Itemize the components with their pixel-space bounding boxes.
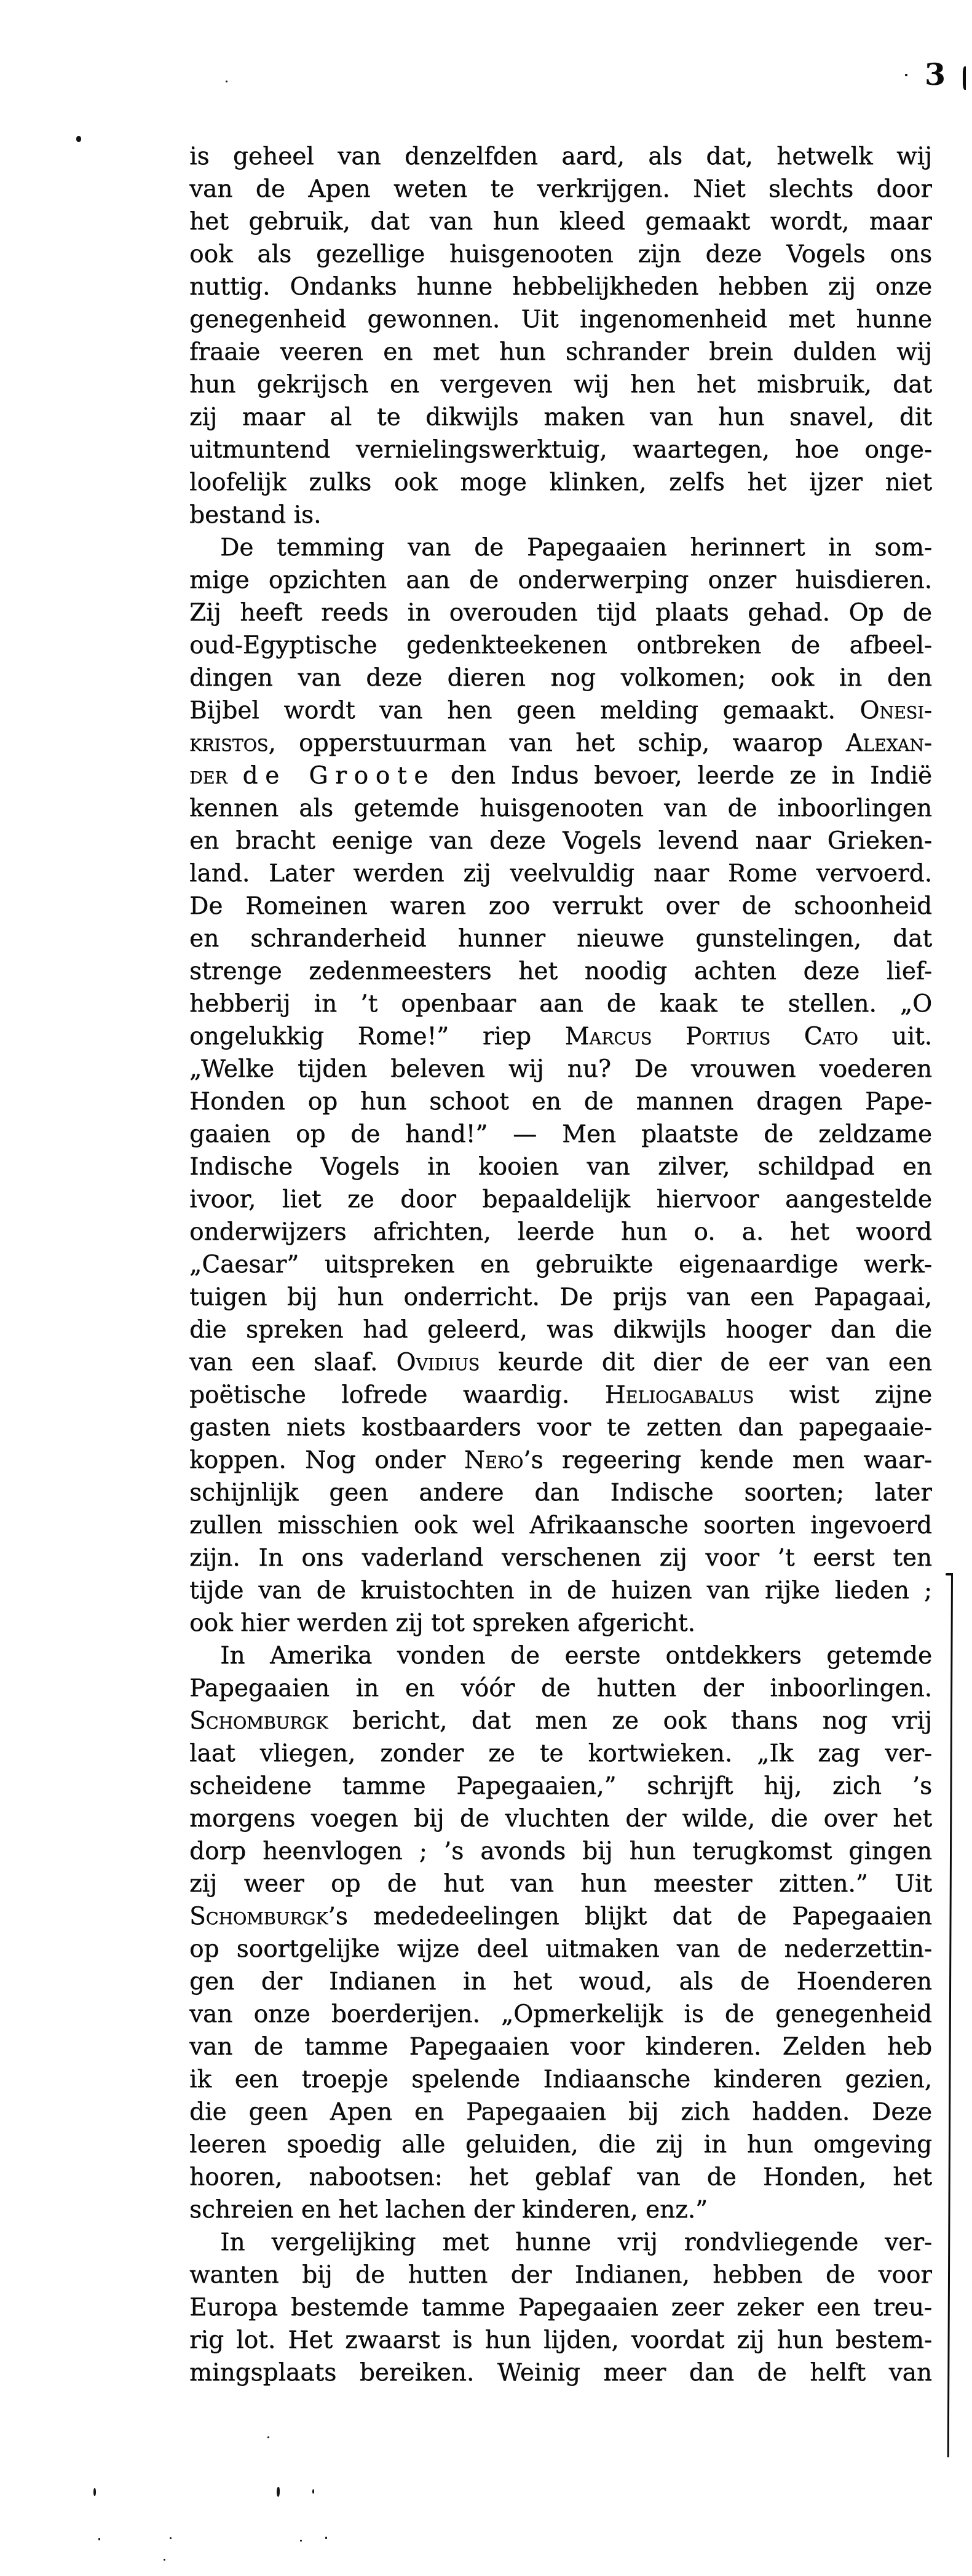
text-line — [189, 1965, 932, 1998]
text-line — [189, 401, 932, 434]
text-run: ook als gezellige huisgenooten zijn deze Vogels ons — [189, 240, 932, 268]
text-run: uit. — [858, 1023, 932, 1050]
text-run: tijde van de kruistochten in de huizen van rijke lieden ; — [189, 1577, 932, 1604]
text-line — [189, 1248, 932, 1281]
text-run: en bracht eenige van deze Vogels levend naar Grieken- — [189, 827, 932, 855]
text-run: hooren, nabootsen: het geblaf van de Honden, het — [189, 2163, 932, 2191]
text-run: zij weer op de hut van hun meester zitten.” Uit — [189, 1870, 932, 1898]
text-line — [189, 303, 932, 336]
text-run: leeren spoedig alle geluiden, die zij in hun omgeving — [189, 2131, 932, 2158]
scan-margin-line — [947, 1573, 953, 2457]
text-run: Indische Vogels in kooien van zilver, schildpad en — [189, 1153, 932, 1181]
ink-speck — [226, 81, 227, 82]
text-line — [189, 922, 932, 955]
text-run: op soortgelijke wijze deel uitmaken van de nederzettin- — [189, 1935, 932, 1963]
text-line — [189, 564, 932, 596]
text-run: Bijbel wordt van hen geen melding gemaakt. — [189, 697, 860, 724]
text-run: Europa bestemde tamme Papegaaien zeer zeker een treu- — [189, 2294, 932, 2321]
text-run: dingen van deze dieren nog volkomen; ook in den — [189, 664, 932, 692]
text-line — [189, 629, 932, 662]
text-line — [189, 825, 932, 857]
text-line — [189, 2161, 932, 2194]
text-line — [189, 238, 932, 271]
small-caps-name: Schomburgk — [189, 1707, 328, 1735]
text-run: , opperstuurman van het schip, waarop — [268, 729, 846, 757]
text-line — [189, 1476, 932, 1509]
text-line — [189, 271, 932, 303]
ink-speck — [905, 74, 907, 76]
small-caps-name: Nero — [464, 1446, 524, 1474]
ink-speck — [98, 2538, 100, 2540]
text-run: bericht, dat men ze ook thans nog vrij — [328, 1707, 932, 1735]
text-run: land. Later werden zij veelvuldig naar Rome vervoerd. — [189, 860, 932, 887]
text-run: die geen Apen en Papegaaien bij zich hadden. Deze — [189, 2098, 932, 2126]
text-run: uitmuntend vernielingswerktuig, waartegen, hoe onge- — [189, 436, 932, 464]
text-run: mingsplaats bereiken. Weinig meer dan de helft van — [189, 2359, 932, 2387]
text-run: ook hier werden zij tot spreken afgericht. — [189, 1609, 695, 1637]
text-line — [189, 1737, 932, 1770]
text-line — [189, 792, 932, 825]
small-caps-name: Ovidius — [396, 1349, 480, 1376]
ink-speck — [325, 2537, 327, 2539]
text-line — [189, 1053, 932, 1085]
text-line — [189, 1672, 932, 1705]
text-run: ongelukkig Rome!” riep — [189, 1023, 565, 1050]
text-run: zullen misschien ook wel Afrikaansche soorten ingevoerd — [189, 1512, 932, 1539]
text-run: den Indus bevoer, leerde ze in Indië — [435, 762, 932, 790]
text-run: Zij heeft reeds in overouden tijd plaats gehad. Op de — [189, 599, 932, 627]
text-line — [189, 1770, 932, 1802]
text-run: hun gekrijsch en vergeven wij hen het misbruik, dat — [189, 371, 932, 398]
text-run: mige opzichten aan de onderwerping onzer huisdieren. — [189, 566, 932, 594]
text-run: van een slaaf. — [189, 1349, 397, 1376]
text-line — [189, 759, 932, 792]
ink-speck — [170, 2537, 172, 2539]
text-line — [189, 2259, 932, 2291]
text-line — [189, 1183, 932, 1216]
text-run: ’s mededeelingen blijkt dat de Papegaaien — [328, 1903, 932, 1930]
ink-speck — [93, 2488, 96, 2496]
page-number: 3 — [925, 57, 946, 92]
text-run: tuigen bij hun onderricht. De prijs van een Papagaai, — [189, 1283, 932, 1311]
text-run: scheidene tamme Papegaaien,” schrijft hij, zich ’s — [189, 1772, 932, 1800]
text-line — [189, 596, 932, 629]
text-run: wist zijne — [754, 1381, 932, 1409]
text-run: is geheel van denzelfden aard, als dat, hetwelk wij — [189, 143, 932, 170]
text-line — [189, 1868, 932, 1900]
text-line — [189, 140, 932, 173]
text-run: het gebruik, dat van hun kleed gemaakt wordt, maar — [189, 208, 932, 236]
text-line — [189, 2194, 932, 2226]
small-caps-name: der — [189, 762, 227, 790]
text-line — [189, 1118, 932, 1151]
text-run: schreien en het lachen der kinderen, enz.” — [189, 2196, 708, 2224]
text-run: zij maar al te dikwijls maken van hun snavel, dit — [189, 403, 932, 431]
ink-speck — [164, 2559, 165, 2561]
ink-speck — [300, 2540, 302, 2542]
text-run: strenge zedenmeesters het noodig achten deze lief- — [189, 957, 932, 985]
text-run: onderwijzers africhten, leerde hun o. a. het woord — [189, 1218, 932, 1246]
text-run: rig lot. Het zwaarst is hun lijden, voordat zij hun bestem- — [189, 2326, 932, 2354]
small-caps-name: Heliogabalus — [604, 1381, 754, 1409]
text-line — [189, 2031, 932, 2063]
text-run: dorp heenvlogen ; ’s avonds bij hun terugkomst gingen — [189, 1837, 932, 1865]
text-line — [189, 1379, 932, 1411]
partial-digit-cut-at-edge — [963, 66, 966, 90]
text-line — [189, 955, 932, 988]
text-run: oud-Egyptische gedenkteekenen ontbreken de afbeel- — [189, 632, 932, 659]
text-line — [189, 1151, 932, 1183]
text-run: wanten bij de hutten der Indianen, hebben de voor — [189, 2261, 932, 2289]
text-line — [189, 2324, 932, 2356]
small-caps-name: kristos — [189, 729, 269, 757]
text-line — [189, 2063, 932, 2096]
text-run: en schranderheid hunner nieuwe gunstelingen, dat — [189, 925, 932, 953]
text-run — [227, 762, 243, 790]
text-run: loofelijk zulks ook moge klinken, zelfs het ijzer niet — [189, 469, 932, 496]
text-line — [189, 1509, 932, 1542]
text-run: „Welke tijden beleven wij nu? De vrouwen voederen — [189, 1055, 932, 1083]
text-line — [189, 531, 932, 564]
letterspaced-text: de Groote — [242, 762, 436, 790]
text-line — [189, 857, 932, 890]
text-run: fraaie veeren en met hun schrander brein dulden wij — [189, 338, 932, 366]
ink-speck — [312, 2489, 314, 2494]
text-line — [189, 662, 932, 694]
text-line — [189, 336, 932, 368]
text-line — [189, 2096, 932, 2128]
ink-speck — [267, 2436, 269, 2438]
text-run: kennen als getemde huisgenooten van de inboorlingen — [189, 795, 932, 822]
text-line — [189, 988, 932, 1020]
text-run: Papegaaien in en vóór de hutten der inboorlingen. — [189, 1674, 932, 1702]
text-run: morgens voegen bij de vluchten der wilde, die over het — [189, 1805, 932, 1833]
text-run: keurde dit dier de eer van een — [480, 1349, 932, 1376]
text-line — [189, 173, 932, 205]
text-line — [189, 1900, 932, 1933]
text-line — [189, 1444, 932, 1476]
text-run: van onze boerderijen. „Opmerkelijk is de genegenheid — [189, 2000, 932, 2028]
small-caps-name: Schomburgk — [189, 1903, 328, 1930]
text-run: In Amerika vonden de eerste ontdekkers getemde — [220, 1642, 932, 1670]
text-line — [189, 1933, 932, 1965]
text-run: laat vliegen, zonder ze te kortwieken. „Ik zag ver- — [189, 1740, 932, 1767]
text-line — [189, 2226, 932, 2259]
text-line — [189, 466, 932, 499]
body-text — [189, 140, 932, 2389]
text-line — [189, 890, 932, 922]
text-line — [189, 1705, 932, 1737]
small-caps-name: Onesi- — [859, 697, 932, 724]
text-run: poëtische lofrede waardig. — [189, 1381, 605, 1409]
text-line — [189, 694, 932, 727]
text-line — [189, 1639, 932, 1672]
text-run: van de Apen weten te verkrijgen. Niet slechts door — [189, 175, 932, 203]
text-line — [189, 1085, 932, 1118]
text-run: Honden op hun schoot en de mannen dragen Pape- — [189, 1088, 932, 1116]
text-line — [189, 1411, 932, 1444]
text-run: genegenheid gewonnen. Uit ingenomenheid met hunne — [189, 306, 932, 333]
text-line — [189, 1998, 932, 2031]
text-run: bestand is. — [189, 501, 322, 529]
text-run: ’s regeering kende men waar- — [523, 1446, 932, 1474]
text-line — [189, 1314, 932, 1346]
text-run: nuttig. Ondanks hunne hebbelijkheden hebben zij onze — [189, 273, 932, 301]
text-line — [189, 1574, 932, 1607]
text-line — [189, 1607, 932, 1639]
text-run: koppen. Nog onder — [189, 1446, 464, 1474]
text-line — [189, 499, 932, 531]
text-line — [189, 1216, 932, 1248]
text-run: hebberij in ’t openbaar aan de kaak te stellen. „O — [189, 990, 932, 1018]
text-line — [189, 2291, 932, 2324]
text-line — [189, 1346, 932, 1379]
text-line — [189, 1802, 932, 1835]
text-line — [189, 1281, 932, 1314]
text-run: gaaien op de hand!” — Men plaatste de zeldzame — [189, 1120, 932, 1148]
text-line — [189, 368, 932, 401]
text-line — [189, 1835, 932, 1868]
text-run: In vergelijking met hunne vrij rondvliegende ver- — [220, 2229, 932, 2256]
text-run: schijnlijk geen andere dan Indische soorten; later — [189, 1479, 932, 1507]
small-caps-name: Alexan- — [845, 729, 932, 757]
text-run: gen der Indianen in het woud, als de Hoenderen — [189, 1968, 932, 1995]
text-line — [189, 2128, 932, 2161]
text-run: die spreken had geleerd, was dikwijls hooger dan die — [189, 1316, 932, 1344]
text-run: gasten niets kostbaarders voor te zetten dan papegaaie- — [189, 1414, 932, 1441]
text-line — [189, 434, 932, 466]
text-line — [189, 205, 932, 238]
text-line — [189, 2356, 932, 2389]
text-line — [189, 1542, 932, 1574]
ink-speck — [277, 2487, 280, 2497]
text-run: ivoor, liet ze door bepaaldelijk hiervoor aangestelde — [189, 1186, 932, 1213]
text-run: De temming van de Papegaaien herinnert in som- — [220, 534, 932, 561]
text-run: van de tamme Papegaaien voor kinderen. Zelden heb — [189, 2033, 932, 2061]
ink-speck — [76, 136, 81, 142]
text-run: zijn. In ons vaderland verschenen zij voor ’t eerst ten — [189, 1544, 932, 1572]
text-line — [189, 1020, 932, 1053]
text-line — [189, 727, 932, 759]
small-caps-name: Marcus Portius Cato — [564, 1023, 858, 1050]
text-run: De Romeinen waren zoo verrukt over de schoonheid — [189, 892, 932, 920]
text-run: ik een troepje spelende Indiaansche kinderen gezien, — [189, 2066, 932, 2093]
text-run: „Caesar” uitspreken en gebruikte eigenaardige werk- — [189, 1251, 932, 1278]
